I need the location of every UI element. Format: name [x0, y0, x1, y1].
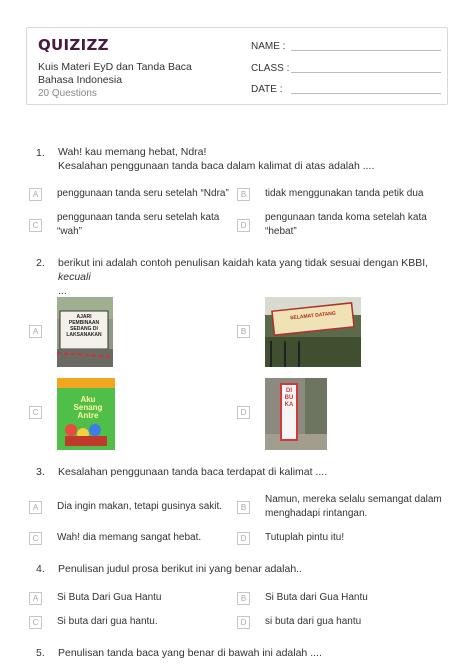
question-line: Kesalahan penggunaan tanda baca terdapat di kalimat ....: [58, 466, 328, 478]
question-emphasis: kecuali: [58, 271, 91, 283]
option-letter[interactable]: B: [237, 501, 250, 514]
date-line: [291, 93, 441, 94]
question-line: berikut ini adalah contoh penulisan kaidah kata yang tidak sesuai dengan KBBI,: [58, 257, 429, 269]
option-letter[interactable]: A: [29, 325, 42, 338]
option-text[interactable]: Tutuplah pintu itu!: [265, 532, 345, 543]
option-letter[interactable]: A: [29, 501, 42, 514]
option-text[interactable]: Namun, mereka selalu semangat dalam menghadapi rintangan.: [265, 494, 442, 519]
question-line: Kesalahan penggunaan tanda baca dalam kalimat di atas adalah ....: [58, 160, 375, 172]
question-line: Penulisan tanda baca yang benar di bawah ini adalah ....: [58, 647, 322, 659]
name-field[interactable]: [251, 41, 441, 52]
name-label: NAME :: [251, 41, 286, 52]
question-number: 1.: [36, 147, 45, 159]
question-line: Penulisan judul prosa berikut ini yang benar adalah..: [58, 563, 302, 575]
question-number: 4.: [36, 563, 45, 575]
option-letter[interactable]: A: [29, 188, 42, 201]
class-label: CLASS :: [251, 63, 290, 74]
quizizz-logo: QUIZIZZ: [38, 36, 109, 54]
question-text: [58, 256, 443, 298]
option-letter[interactable]: D: [237, 219, 250, 232]
option-text[interactable]: penggunaan tanda seru setelah kata “wah”: [57, 212, 220, 237]
option-letter[interactable]: C: [29, 219, 42, 232]
question-number: 3.: [36, 466, 45, 478]
option-letter[interactable]: D: [237, 616, 250, 629]
option-image-book-cover[interactable]: [57, 378, 115, 450]
option-text[interactable]: Si buta dari gua hantu.: [57, 616, 158, 627]
option-text[interactable]: Si Buta Dari Gua Hantu: [57, 592, 162, 603]
date-label: DATE :: [251, 84, 283, 95]
option-text[interactable]: Si Buta dari Gua Hantu: [265, 592, 368, 603]
banner-text: SELAMAT DATANG: [289, 310, 337, 322]
option-text[interactable]: si buta dari gua hantu: [265, 616, 362, 627]
class-field[interactable]: [251, 63, 441, 74]
option-text[interactable]: pengunaan tanda koma setelah kata “hebat”: [265, 212, 427, 237]
date-field[interactable]: [251, 84, 441, 95]
question-text: [58, 465, 438, 479]
quiz-title: Kuis Materi EyD dan Tanda Baca Bahasa Indonesia: [38, 61, 192, 86]
class-line: [291, 72, 441, 73]
option-letter[interactable]: C: [29, 532, 42, 545]
option-text[interactable]: penggunaan tanda seru setelah “Ndra”: [57, 188, 229, 199]
option-letter[interactable]: B: [237, 592, 250, 605]
question-text: [58, 646, 438, 660]
option-text[interactable]: tidak menggunakan tanda petik dua: [265, 188, 424, 199]
option-letter[interactable]: A: [29, 592, 42, 605]
question-count: 20 Questions: [38, 88, 97, 99]
name-line: [291, 50, 441, 51]
option-text[interactable]: Wah! dia memang sangat hebat.: [57, 532, 202, 543]
question-line: Wah! kau memang hebat, Ndra!: [58, 146, 207, 158]
option-letter[interactable]: C: [29, 406, 42, 419]
option-letter[interactable]: C: [29, 616, 42, 629]
option-image-sign[interactable]: [57, 297, 113, 367]
option-image-standing-sign[interactable]: [265, 378, 327, 450]
question-number: 2.: [36, 257, 45, 269]
question-line: ...: [58, 285, 67, 297]
sign-text: AJARI PEMBINAAN SEDANG DI LAKSANAKAN: [66, 314, 102, 338]
book-title-text: Aku Senang Antre: [73, 395, 103, 420]
worksheet-header: [26, 27, 448, 105]
standing-sign-text: DIBUKA: [284, 388, 294, 408]
question-text: [58, 562, 438, 576]
option-image-banner[interactable]: [265, 297, 361, 367]
question-number: 5.: [36, 647, 45, 659]
option-letter[interactable]: B: [237, 188, 250, 201]
option-letter[interactable]: B: [237, 325, 250, 338]
option-text[interactable]: Dia ingin makan, tetapi gusinya sakit.: [57, 501, 223, 512]
option-letter[interactable]: D: [237, 406, 250, 419]
question-text: [58, 145, 438, 173]
option-letter[interactable]: D: [237, 532, 250, 545]
